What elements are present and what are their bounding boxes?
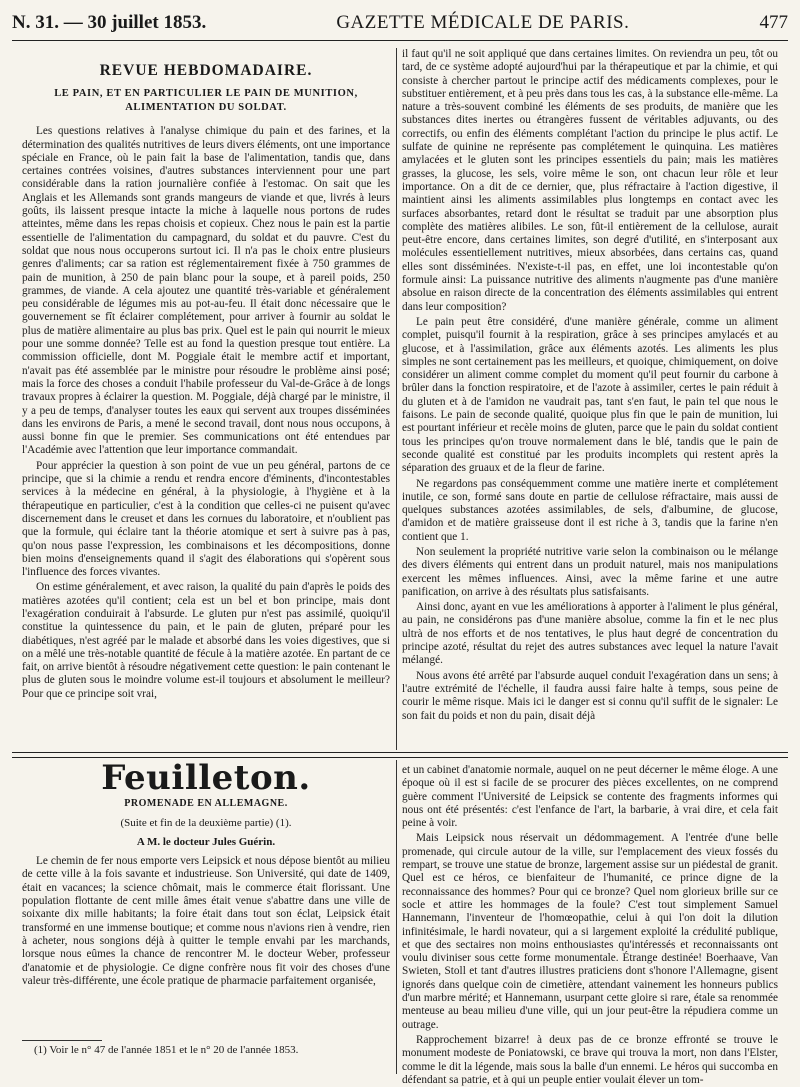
- column-divider: [396, 48, 397, 750]
- feuilleton-title: Feuilleton.: [101, 758, 311, 798]
- feuilleton-left-column: [22, 758, 390, 1034]
- paragraph: Rapprochement bizarre! à deux pas de ce bronze effronté se trouve le monument modeste de Poniatowski, ce brave qui trouva la mort, non dans l'Elster, comme le dit la légende, mais sous la balle d'un ennemi. Le héros qui succomba en défendant sa patrie, et à qui un peuple entier voulait élever un tom-: [402, 1033, 778, 1086]
- feuilleton-right-column: [402, 764, 778, 1086]
- paragraph: On estime généralement, et avec raison, la qualité du pain d'après le poids des matières azotées qu'il contient; cela est un bel et bon principe, mais dont l'exagération conduirait à l'absurde. Le gluten pur n'est pas assimilé, quoiqu'il constitue la quintessence du pain, et le pain de gluten, préparé pour les diabétiques, n'est agréé par le malade et absorbé dans les voies digestives, que si on a mêlé une très-notable quantité de fécule à la matière azotée. En partant de ce fait, on arrive bientôt à résoudre négativement cette question: le pain contenant le plus de gluten sous le moindre volume est-il toujours et absolument le meilleur? Pour que ce principe soit vrai,: [22, 581, 390, 700]
- revue-subtitle-line-1: LE PAIN, ET EN PARTICULIER LE PAIN DE MUNITION,: [54, 88, 358, 100]
- paragraph: Non seulement la propriété nutritive varie selon la combinaison ou le mélange des divers éléments qui entrent dans un produit naturel, mais nos manipulations exercent les mêmes influences. Ainsi, avec la même farine et une autre panification, on arrive à des résultats plus satisfaisants.: [402, 545, 778, 598]
- paragraph: et un cabinet d'anatomie normale, auquel on ne peut décerner le même éloge. A une époque où il est si facile de se procurer des pièces excellentes, on ne comprend guère comment l'Université de Leipsick se contente des fragments informes qui nous ont été présentés: c'est l'enfance de l'art, la barbarie, à vrai dire, et cela fait peine à voir.: [402, 764, 778, 830]
- paragraph: Ne regardons pas conséquemment comme une matière inerte et complétement inutile, ce son, formé sans doute en partie de cellulose réfractaire, mais aussi de quelques substances azotées assimilables, de sels, d'albumine, de glucose, d'amidon et de matière graisseuse dont il est riche à 3, tandis que la farine n'en contient que 1.: [402, 477, 778, 543]
- paragraph: Mais Leipsick nous réservait un dédommagement. A l'entrée d'une belle promenade, qui circule autour de la ville, sur l'emplacement des vieux fossés du rempart, se trouve une statue de bronze, largement assise sur un piédestal de granit. Quel est ce héros, ce bienfaiteur de l'humanité, ce prince digne de la reconnaissance des hommes? Pour qui ce bronze? Quel nom glorieux brille sur ce socle et attire les hommages de la foule? C'est tout simplement Samuel Hannemann, l'inventeur de l'homœopathie, celui à qui l'on doit la dilution infinitésimale, le hardi novateur, qui a si largement exploité la crédulité publique, et que des sectaires non moins enthousiastes qu'intéressés et reconnaissants ont voulu diviniser sous cette forme monumentale. Étrange destinée! Boerhaave, Van Swieten, Stoll et tant d'autres illustres praticiens dont s'honore l'Allemagne, gisent ignorés dans quelque coin de cimetière, attendant vainement les honneurs publics d'un marbre mérité; et Hannemann, usurpant cette gloire si rare, étale sa renommée menteuse au beau milieu d'une ville, qui un jour peut-être la répudiera comme un outrage.: [402, 832, 778, 1031]
- revue-title: REVUE HEBDOMADAIRE.: [99, 62, 313, 79]
- paragraph: Les questions relatives à l'analyse chimique du pain et des farines, et la détermination des qualités nutritives de leurs divers éléments, ont une importance spéciale en France, où le pain fait la base de l'alimentation, tandis que, dans certaines contrées voisines, d'autres substances interviennent pour une part considérable dans la ration journalière confiée à l'estomac. On sait que les Anglais et les Allemands sont grands mangeurs de viande et que, livrés à leurs goûts, ils laissent presque intacte la miche à laquelle nous portons de rudes atteintes, même dans les repas choisis et copieux. Chez nous le pain est la partie essentielle de l'alimentation du campagnard, du soldat et du pauvre. C'est du soldat que nous nous occuperons surtout ici. Il n'a pas le choix entre plusieurs genres d'aliments; car sa ration est réglementairement fixée à 750 grammes de pain de munition, à 250 de pain blanc pour la soupe, et à pareil poids, 250 grammes, de viande. A cela ajoutez une quantité très-variable et généralement peu considérable de légumes mis au pot-au-feu. Il était donc nécessaire que le gouvernement se fît éclairer complétement, pour arriver à fournir au soldat le plus de matière alimentaire au plus bas prix. Quel est le pain qui nourrit le mieux pour une somme donnée? Telle est au fond la question presque tout entière. La commission officielle, dont M. Poggiale était le membre actif et important, n'avait pas été assemblée par le ministre pour résoudre le problème ainsi posé; mais la force des choses a conduit l'habile professeur du Val-de-Grâce à de longs travaux propres à éclairer la question. M. Poggiale, déjà chargé par le ministre, il y a peu de temps, d'analyser toutes les eaux qui servent aux troupes disséminées dans les environs de Paris, a mené le second travail, dont nous nous occupons, à aussi bonne fin que le premier. Ses communications ont été entendues par l'Académie avec l'attention que leur importance commandait.: [22, 125, 390, 457]
- column-divider: [396, 760, 397, 1074]
- paragraph: Le pain peut être considéré, d'une manière générale, comme un aliment complet, puisqu'il fournit à la respiration, grâce à ses principes amylacés et au glucose, et à l'assimilation, grâce aux éléments azotés. Les aliments les plus simples ne sont certainement pas les meilleurs, et quoique, chimiquement, on doive considérer un aliment comme complet du moment qu'il peut fournir du carbone à brûler dans la fonction respiratoire, et de l'azote à assimiler, certes le pain réduit à du gluten et à de l'amidon ne vaudrait pas, tant s'en faut, le pain tel que nous le faisons. Le pain de seconde qualité, quoique plus fin que le pain de munition, lui est pourtant inférieur et recèle moins de gluten, parce que le pain du soldat contient tous les principes qu'on trouve normalement dans le blé, tandis que le pain de seconde qualité est constitué par les produits incomplets qui restent après la séparation des gruaux et de la fleur de farine.: [402, 315, 778, 475]
- footnote-rule: [22, 1040, 102, 1041]
- paragraph: Pour apprécier la question à son point de vue un peu général, partons de ce principe, que si la chimie a rendu et rendra encore d'éminents, d'incontestables services à la médecine en général, à la physiologie, à l'hygiène et à la thérapeutique en particulier, c'est à la condition que celles-ci ne puisent qu'avec discernement dans le creuset et dans les cornues du laboratoire, et n'oublient pas que la formule, qui éclaire tant la théorie atomique et sert à suivre pas à pas, qu'on nous passe l'expression, les combinaisons et les décompositions, donne bien moins d'enseignements quand il s'agit des élaborations qui s'opèrent sous l'influence des forces vivantes.: [22, 459, 390, 579]
- paragraph: Nous avons été arrêté par l'absurde auquel conduit l'exagération dans un sens; à l'autre extrémité de l'échelle, il faudra aussi faire halte à temps, sous peine de courir le même risque. Mais ici le danger est si connu qu'il suffit de le signaler: Le son fait du poids et non du pain, disait déjà: [402, 669, 778, 722]
- issue-date: N. 31. — 30 juillet 1853.: [12, 12, 207, 33]
- page-number: 477: [759, 12, 788, 33]
- feuilleton-suite: (Suite et fin de la deuxième partie) (1).: [120, 816, 292, 829]
- footnote: (1) Voir le n° 47 de l'année 1851 et le n° 20 de l'année 1853.: [34, 1044, 299, 1056]
- revue-subtitle-line-2: ALIMENTATION DU SOLDAT.: [125, 102, 287, 114]
- feuilleton-dedication: A M. le docteur Jules Guérin.: [136, 835, 276, 848]
- revue-subtitle: [22, 87, 390, 115]
- paragraph: Ainsi donc, ayant en vue les améliorations à apporter à l'aliment le plus général, au pain, ne considérons pas d'une manière absolue, comme la fin et le nec plus ultrà de nos efforts et de nos tentatives, le plus haut degré de concentration du principe azoté, résultat du rejet des autres substances avec lequel la nature l'avait mélangé.: [402, 601, 778, 667]
- revue-left-column: [22, 48, 390, 750]
- paragraph: il faut qu'il ne soit appliqué que dans certaines limites. On reviendra un peu, tôt ou tard, de ce système adopté aujourd'hui par la thérapeutique et par la chimie, et qui consiste à chercher partout le principe actif des médicaments complexes, pour le substituer entièrement, et à peu près dans tous les cas, à la substance elle-même. La nature a très-souvent combiné les éléments de ses produits, de manière que les substances dites inertes ou étrangères fussent de véritables adjuvants, ou des correctifs, ou enfin des éléments complétant l'action du principe le plus actif. Le sulfate de quinine ne représente pas complétement le quinquina. Les matières amylacées et le gluten sont les principes essentiels du pain; mais les matières grasses, la glucose, les sels, voire même le son, ont chacun leur rôle et leur importance. On a dit de ce dernier, que, plus réfractaire à l'action digestive, il maintient ainsi les aliments assimilables plus longtemps en contact avec les surfaces absorbantes, retard dont le résultat se traduit par une absorption plus complète des matières alibiles. Le son, fût-il entièrement de la cellulose, aurait peut-être encore, dans certaines limites, son degré d'utilité, en s'interposant aux molécules essentiellement nutritives, mieux absorbées, dans certains cas, quand elles sont disséminées. N'existe-t-il pas, en effet, une loi incontestable qu'on formule ainsi: La puissance nutritive des aliments n'augmente pas d'une manière absolue en raison directe de la concentration des éléments assimilables qui entrent dans leur composition?: [402, 48, 778, 313]
- paragraph: Le chemin de fer nous emporte vers Leipsick et nous dépose bientôt au milieu de cette ville à la fois savante et industrieuse. Son Université, qui date de 1409, était en vacances; la science chômait, mais le commerce était florissant. Une population flottante de cent mille âmes était venue s'abattre dans une ville de soixante dix mille habitants; la foire était dans tout son éclat, Leipsick était transformé en une immense boutique; et comme nous n'avions rien à vendre, rien à acheter, nous songions déjà à quitter le temple envahi par les marchands, lorsque nous eûmes la chance de rencontrer M. le docteur Weber, professeur d'anatomie et de physiologie. Ce digne confrère nous fit voir des choses d'une valeur très-différente, une école pratique de pharmacie parfaitement organisée,: [22, 855, 390, 987]
- journal-title: GAZETTE MÉDICALE DE PARIS.: [336, 12, 630, 33]
- feuilleton-heading: PROMENADE EN ALLEMAGNE.: [124, 798, 288, 810]
- revue-right-column: [402, 48, 778, 750]
- page-header: [12, 12, 788, 41]
